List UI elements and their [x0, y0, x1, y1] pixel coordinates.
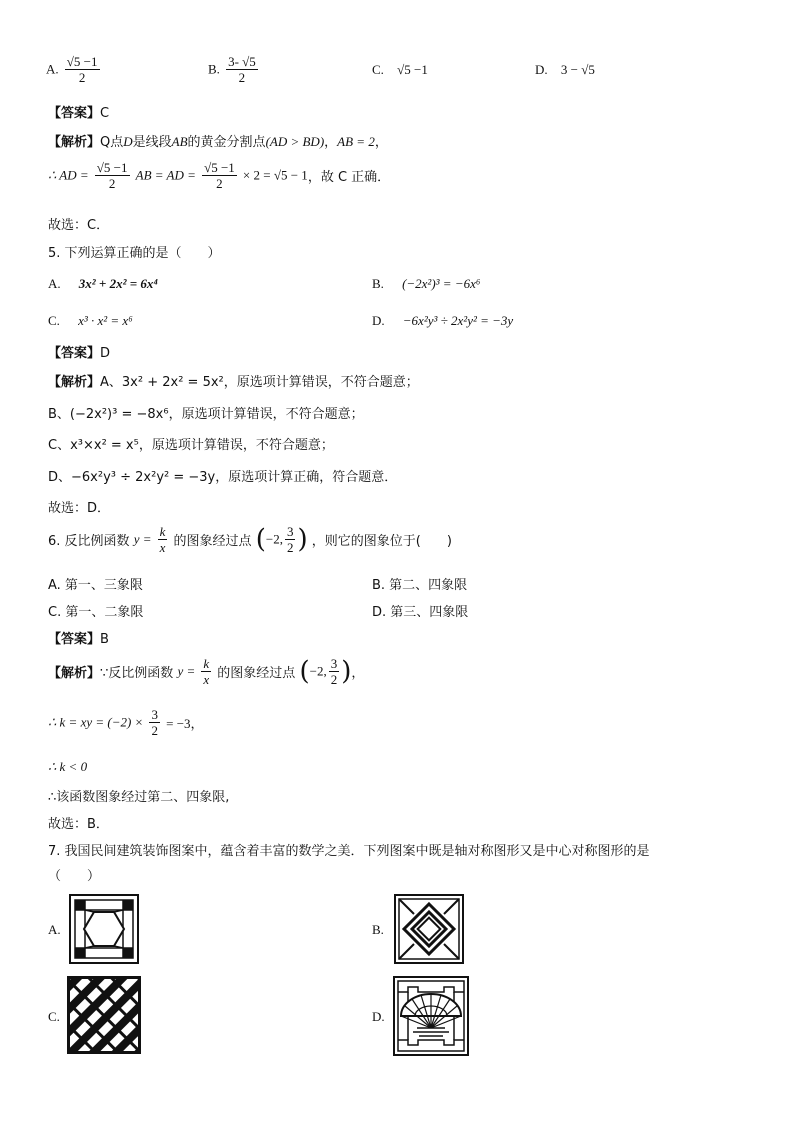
q4-analysis-line-1: 【解析】Q点D是线段AB的黄金分割点(AD > BD)，AB = 2，: [48, 134, 388, 150]
q5-analysis-line-3: C、x³×x² = x⁵，原选项计算错误，不符合题意；: [48, 438, 334, 453]
q4-option-c[interactable]: [372, 62, 428, 78]
fraction-numerator: √5 −1: [66, 54, 98, 69]
q6-option-c[interactable]: C. 第一、二象限: [48, 605, 144, 620]
q4-choose: 故选：C．: [48, 218, 110, 233]
option-label: D.: [535, 62, 548, 77]
q6-choose: 故选：B．: [48, 817, 109, 832]
q5-stem: 5. 下列运算正确的是（ ）: [48, 246, 221, 261]
q4-option-b[interactable]: [208, 54, 260, 85]
q5-choose: 故选：D．: [48, 501, 111, 516]
q7-stem-paren: （ ）: [48, 869, 101, 884]
q6-analysis-line-1: 【解析】∵反比例函数 y = $\frac{k}{x}$ 的图象经过点 (−2, $\frac{3}{2}$ )，: [48, 656, 365, 687]
q5-answer: 【答案】D: [48, 346, 111, 361]
q6-analysis-line-4: ∴该函数图象经过第二、四象限,: [48, 790, 230, 805]
analysis-tag: 【解析】: [48, 135, 101, 150]
q7-option-d-pattern[interactable]: [393, 976, 469, 1056]
option-label: B.: [208, 61, 220, 77]
q7-option-b-label[interactable]: B.: [372, 922, 384, 937]
option-label: A.: [46, 61, 59, 77]
fraction-denominator: 2: [238, 70, 246, 85]
answer-tag: 【答案】: [48, 106, 101, 121]
q7-option-c-pattern[interactable]: [67, 976, 141, 1054]
q7-option-b-pattern[interactable]: [394, 894, 464, 964]
q6-analysis-line-3: ∴ k < 0: [48, 759, 88, 774]
q4-option-a[interactable]: [46, 54, 102, 85]
q5-analysis-line-1: 【解析】A、3x² + 2x² = 5x²，原选项计算错误，不符合题意；: [48, 375, 419, 390]
lattice-knot-icon: [394, 894, 464, 964]
q6-option-a[interactable]: A. 第一、三象限: [48, 578, 143, 593]
fraction-denominator: 2: [78, 70, 86, 85]
q5-option-d[interactable]: D. −6x²y³ ÷ 2x²y² = −3y: [372, 313, 514, 328]
lattice-fan-icon: [393, 976, 469, 1056]
q6-option-b[interactable]: B. 第二、四象限: [372, 578, 468, 593]
q7-option-c-label[interactable]: C.: [48, 1009, 60, 1024]
q7-stem: 7. 我国民间建筑装饰图案中，蕴含着丰富的数学之美．下列图案中既是轴对称图形又是中心对称图形的是: [48, 844, 650, 859]
lattice-weave-icon: [67, 976, 141, 1054]
q4-option-d[interactable]: [535, 62, 595, 78]
q5-option-b[interactable]: B. (−2x²)³ = −6x⁶: [372, 276, 481, 291]
fraction-numerator: 3- √5: [228, 54, 256, 69]
q5-option-a[interactable]: A. 3x² + 2x² = 6x⁴: [48, 276, 158, 291]
option-label: C.: [372, 62, 384, 77]
q4-analysis-line-2: ∴ AD = $\frac{√5 -1}{2}$ AB = AD = $\frac{√5 -1}{2}$ × 2 = √5 − 1，故 C 正确．: [48, 160, 391, 191]
q6-stem: 6. 反比例函数 y = $\frac{k}{x}$ 的图象经过点 (−2, $\frac{3}{2}$ ) ，则它的图象位于( ): [48, 524, 452, 555]
q6-answer: 【答案】B: [48, 632, 109, 647]
q7-option-a-pattern[interactable]: [69, 894, 139, 964]
answer-value: C: [100, 106, 110, 121]
q7-option-d-label[interactable]: D.: [372, 1009, 385, 1024]
option-text: 3 − √5: [560, 62, 595, 77]
q4-answer: [48, 102, 109, 121]
q5-analysis-line-4: D、−6x²y³ ÷ 2x²y² = −3y，原选项计算正确，符合题意．: [48, 470, 398, 485]
q6-analysis-line-2: ∴ k = xy = (−2) × $\frac{3}{2}$ = −3，: [48, 707, 204, 738]
lattice-hexagon-icon: [69, 894, 139, 964]
q5-analysis-line-2: B、(−2x²)³ = −8x⁶，原选项计算错误，不符合题意；: [48, 407, 364, 422]
q6-option-d[interactable]: D. 第三、四象限: [372, 605, 469, 620]
q5-option-c[interactable]: C. x³ · x² = x⁶: [48, 313, 133, 328]
q7-option-a-label[interactable]: A.: [48, 922, 61, 937]
option-text: √5 −1: [397, 62, 428, 77]
